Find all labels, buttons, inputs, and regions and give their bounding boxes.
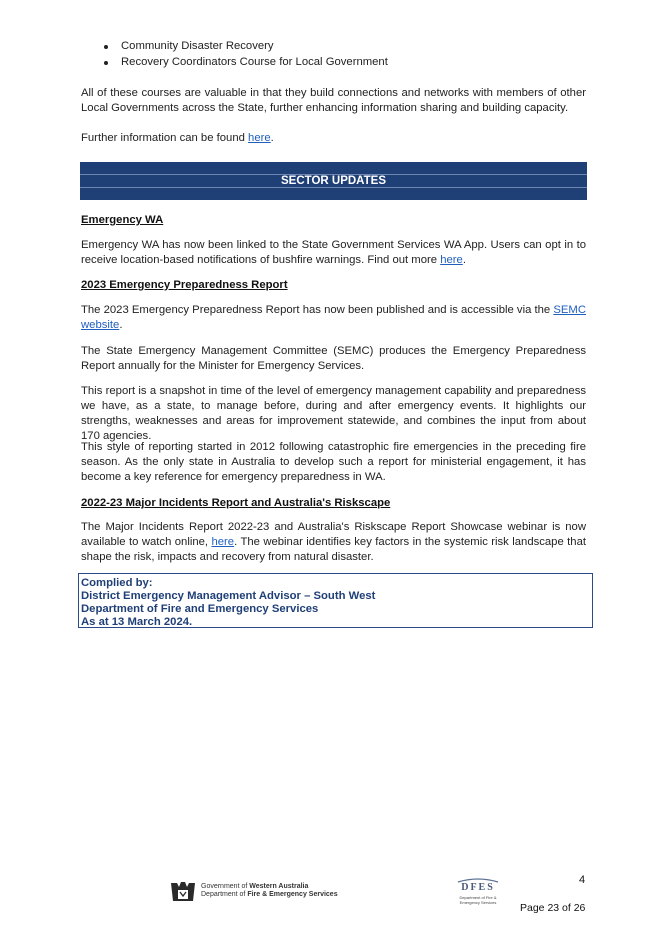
list-item: Recovery Coordinators Course for Local Government bbox=[81, 55, 388, 71]
webinar-link[interactable]: here bbox=[211, 536, 235, 548]
emergency-wa-link[interactable]: here bbox=[440, 254, 463, 266]
compiled-by-box bbox=[78, 573, 593, 628]
preparedness-paragraph-2: The State Emergency Management Committee (SEMC) produces the Emergency Preparedness Report annually for the Minister for Emergency Services. bbox=[81, 345, 586, 372]
courses-paragraph: All of these courses are valuable in that they build connections and networks with members of other Local Governments across the State, further enhancing information sharing and building capacity. bbox=[81, 87, 586, 114]
bullet-icon bbox=[104, 61, 108, 65]
semc-website-link[interactable]: SEMC website bbox=[81, 304, 586, 331]
emergency-wa-heading: Emergency WA bbox=[81, 214, 164, 226]
sector-updates-banner bbox=[80, 162, 587, 200]
page-number: Page 23 of 26 bbox=[520, 902, 586, 914]
wa-crest-logo bbox=[168, 879, 198, 905]
page-marker: 4 bbox=[579, 874, 586, 886]
list-item: Community Disaster Recovery bbox=[81, 39, 388, 55]
dfes-logo: DFES Department of Fire & Emergency Services bbox=[456, 876, 500, 908]
preparedness-heading: 2023 Emergency Preparedness Report bbox=[81, 279, 288, 291]
preparedness-paragraph-1: The 2023 Emergency Preparedness Report has now been published and is accessible via the SEMC website. bbox=[81, 304, 586, 331]
further-info-paragraph: Further information can be found here. bbox=[81, 132, 274, 144]
compiled-date: As at 13 March 2024. bbox=[81, 616, 193, 628]
preparedness-paragraph-3: This report is a snapshot in time of the level of emergency management capability and preparedness we have, as a state, to manage before, during and after emergency events. It highlights our strengths, weaknesses and areas for improvement statewide, and combines the input from about 170 agencies. bbox=[81, 385, 586, 442]
major-incidents-heading: 2022-23 Major Incidents Report and Australia's Riskscape bbox=[81, 497, 391, 509]
course-list bbox=[81, 39, 388, 71]
compiler-department: Department of Fire and Emergency Services bbox=[81, 603, 319, 615]
major-incidents-paragraph: The Major Incidents Report 2022-23 and Australia's Riskscape Report Showcase webinar is now available to watch online, here. The webinar identifies key factors in the systemic risk landscape that shape the risk, impacts and recovery from natural disaster. bbox=[81, 521, 586, 563]
emergency-wa-paragraph: Emergency WA has now been linked to the State Government Services WA App. Users can opt in to receive location-based notifications of bushfire warnings. Find out more here. bbox=[81, 239, 586, 266]
compiler-role: District Emergency Management Advisor – South West bbox=[81, 590, 376, 602]
gov-wa-text: Government of Western Australia Department of Fire & Emergency Services bbox=[201, 883, 338, 898]
further-info-link[interactable]: here bbox=[248, 132, 271, 144]
preparedness-paragraph-4: This style of reporting started in 2012 following catastrophic fire emergencies in the preceding fire season. As the only state in Australia to develop such a report for ministerial engagement, it has become a key reference for emergency preparedness in WA. bbox=[81, 441, 586, 483]
compiled-label: Complied by: bbox=[81, 577, 153, 589]
bullet-icon bbox=[104, 45, 108, 49]
banner-title: SECTOR UPDATES bbox=[280, 175, 386, 187]
